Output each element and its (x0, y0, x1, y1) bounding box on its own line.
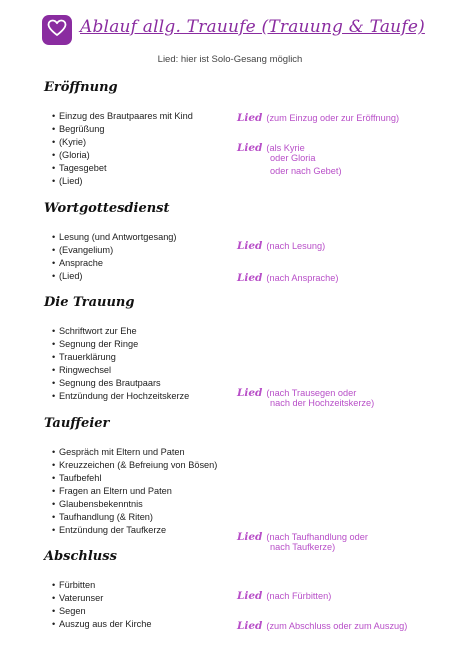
lied-note-line: nach Taufkerze) (270, 542, 336, 552)
section-title-eroeffnung: Eröffnung (44, 80, 118, 95)
section-title-trauung: Die Trauung (44, 295, 135, 310)
list-item: • (Kyrie) (52, 137, 87, 147)
list-item: • Segen (52, 606, 86, 616)
lied-note: Lied (zum Einzug oder zur Eröffnung) (237, 112, 400, 124)
list-item: • Segnung der Ringe (52, 339, 139, 349)
list-item: • Kreuzzeichen (& Befreiung von Bösen) (52, 460, 218, 470)
section-title-tauffeier: Tauffeier (44, 416, 110, 431)
list-item: • Segnung des Brautpaars (52, 378, 161, 388)
list-item: • Glaubensbekenntnis (52, 499, 143, 509)
lied-note: Lied (zum Abschluss oder zum Auszug) (237, 620, 408, 632)
list-item: • Vaterunser (52, 593, 104, 603)
lied-note: Lied (nach Fürbitten) (237, 590, 332, 602)
lied-note-line: oder Gloria (270, 153, 316, 163)
list-item: • Lesung (und Antwortgesang) (52, 232, 177, 242)
lied-note: Lied (als Kyrie (237, 142, 305, 154)
page-subtitle: Lied: hier ist Solo-Gesang möglich (157, 54, 303, 65)
list-item: • Entzündung der Taufkerze (52, 525, 167, 535)
list-item: • (Evangelium) (52, 245, 114, 255)
lied-note-line: oder nach Gebet) (270, 166, 342, 176)
list-item: • Gespräch mit Eltern und Paten (52, 447, 185, 457)
list-item: • Entzündung der Hochzeitskerze (52, 391, 190, 401)
app-logo (42, 15, 72, 45)
section-title-abschluss: Abschluss (44, 549, 117, 564)
list-item: • (Lied) (52, 271, 83, 281)
heart-icon (47, 19, 67, 42)
list-item: • Fragen an Eltern und Paten (52, 486, 172, 496)
list-item: • Tagesgebet (52, 163, 107, 173)
list-item: • Taufhandlung (& Riten) (52, 512, 153, 522)
list-item: • Ringwechsel (52, 365, 112, 375)
list-item: • Auszug aus der Kirche (52, 619, 152, 629)
page-title: Ablauf allg. Trauufe (Trauung & Taufe) (80, 17, 425, 37)
list-item: • Begrüßung (52, 124, 105, 134)
lied-note: Lied (nach Ansprache) (237, 272, 339, 284)
list-item: • (Lied) (52, 176, 83, 186)
section-title-wortgottesdienst: Wortgottesdienst (44, 201, 170, 216)
list-item: • Ansprache (52, 258, 103, 268)
list-item: • Schriftwort zur Ehe (52, 326, 137, 336)
list-item: • Fürbitten (52, 580, 96, 590)
list-item: • (Gloria) (52, 150, 90, 160)
lied-note-line: nach der Hochzeitskerze) (270, 398, 375, 408)
lied-note: Lied (nach Taufhandlung oder (237, 531, 368, 543)
list-item: • Einzug des Brautpaares mit Kind (52, 111, 193, 121)
lied-note: Lied (nach Lesung) (237, 240, 326, 252)
lied-note: Lied (nach Trausegen oder (237, 387, 357, 399)
list-item: • Trauerklärung (52, 352, 116, 362)
list-item: • Taufbefehl (52, 473, 102, 483)
